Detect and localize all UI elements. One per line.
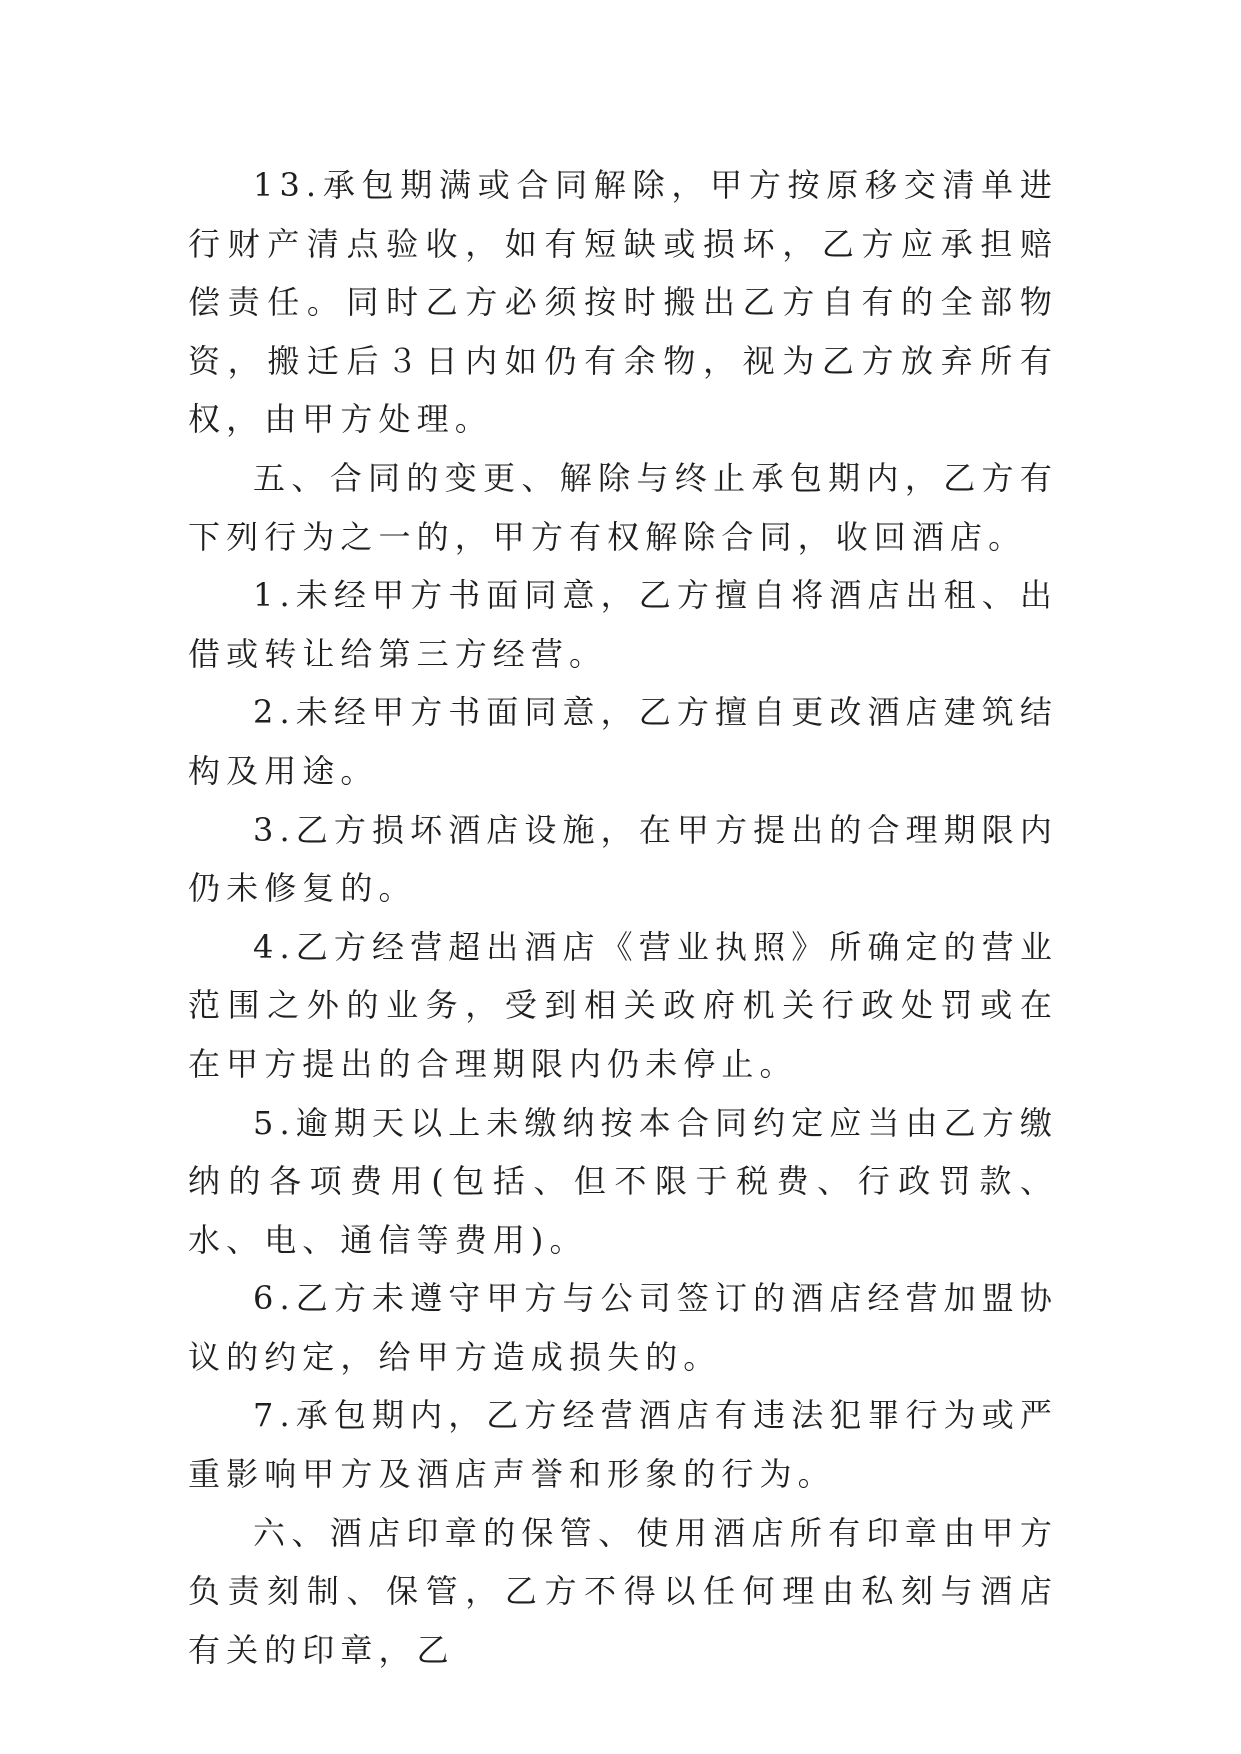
paragraph-item-7: 7.承包期内，乙方经营酒店有违法犯罪行为或严重影响甲方及酒店声誉和形象的行为。 — [188, 1396, 1058, 1494]
paragraph-item-5: 5.逾期天以上未缴纳按本合同约定应当由乙方缴纳的各项费用(包括、但不限于税费、行政罚款、水、电、通信等费用)。 — [188, 1103, 1058, 1259]
paragraph-section-5: 五、合同的变更、解除与终止承包期内，乙方有下列行为之一的，甲方有权解除合同，收回酒店。 — [188, 458, 1058, 556]
paragraph-section-6: 六、酒店印章的保管、使用酒店所有印章由甲方负责刻制、保管，乙方不得以任何理由私刻与酒店有关的印章，乙 — [188, 1513, 1058, 1669]
paragraph-item-2: 2.未经甲方书面同意，乙方擅自更改酒店建筑结构及用途。 — [188, 693, 1058, 790]
paragraph-item-1: 1.未经甲方书面同意，乙方擅自将酒店出租、出借或转让给第三方经营。 — [188, 576, 1058, 673]
paragraph-item-3: 3.乙方损坏酒店设施，在甲方提出的合理期限内仍未修复的。 — [188, 810, 1058, 908]
paragraph-item-6: 6.乙方未遵守甲方与公司签订的酒店经营加盟协议的约定，给甲方造成损失的。 — [188, 1279, 1058, 1376]
document-body — [188, 156, 1058, 1679]
paragraph-clause-13: 13.承包期满或合同解除，甲方按原移交清单进行财产清点验收，如有短缺或损坏，乙方应承担赔偿责任。同时乙方必须按时搬出乙方自有的全部物资，搬迁后３日内如仍有余物，视为乙方放弃所有权，由甲方处理。 — [188, 166, 1058, 439]
paragraph-item-4: 4.乙方经营超出酒店《营业执照》所确定的营业范围之外的业务，受到相关政府机关行政处罚或在在甲方提出的合理期限内仍未停止。 — [188, 927, 1058, 1083]
